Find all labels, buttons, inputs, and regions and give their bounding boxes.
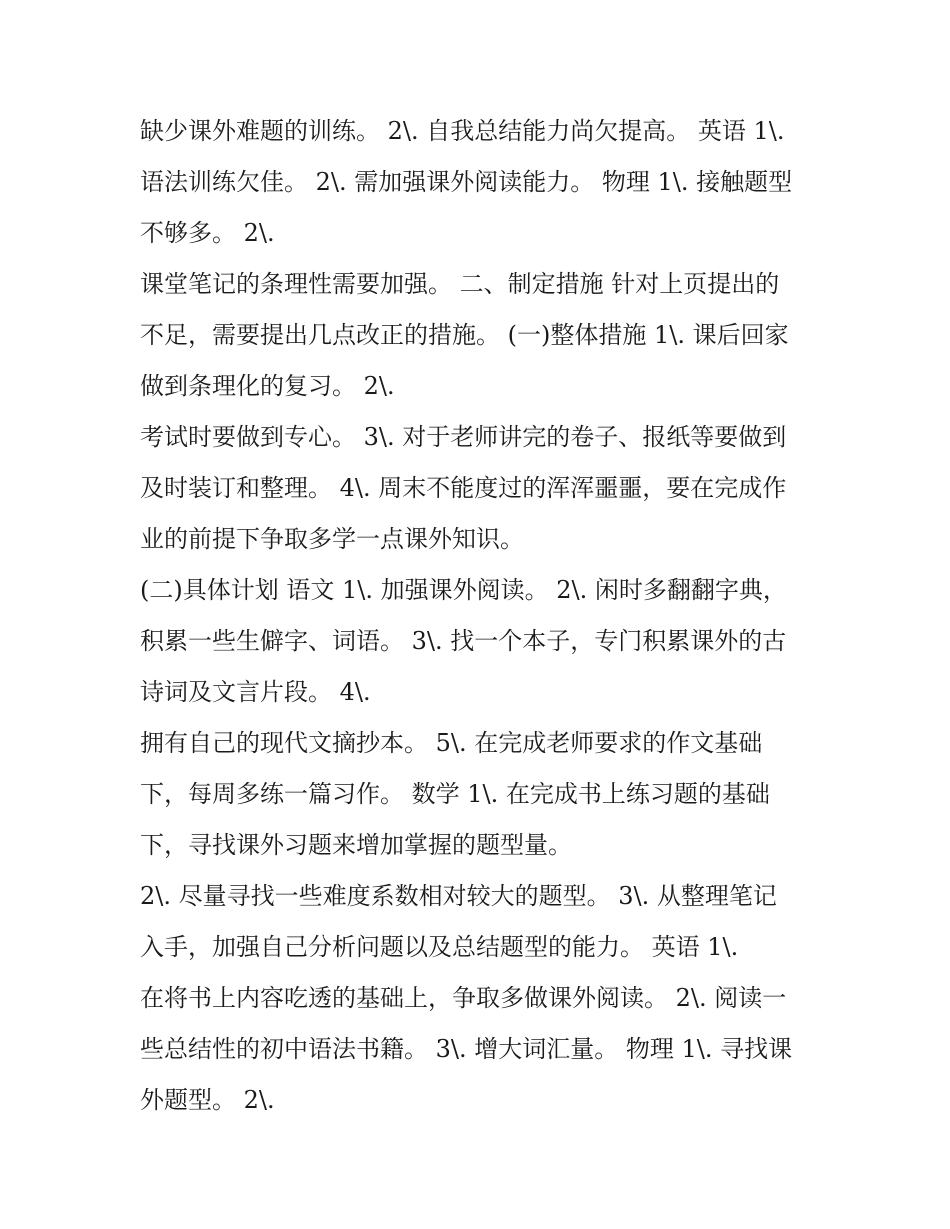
text-line: 下，每周多练一篇习作。 数学 1\. 在完成书上练习题的基础 <box>140 780 770 808</box>
text-line: 外题型。 2\. <box>140 1086 275 1114</box>
text-line: 些总结性的初中语法书籍。 3\. 增大词汇量。 物理 1\. 寻找课 <box>140 1035 793 1063</box>
text-line: 不够多。 2\. <box>140 219 275 247</box>
text-line: 拥有自己的现代文摘抄本。 5\. 在完成老师要求的作文基础 <box>140 729 763 757</box>
text-line: 及时装订和整理。 4\. 周末不能度过的浑浑噩噩，要在完成作 <box>140 474 787 502</box>
text-line: 不足，需要提出几点改正的措施。 (一)整体措施 1\. 课后回家 <box>140 321 789 349</box>
text-line: 诗词及文言片段。 4\. <box>140 678 371 706</box>
text-line: 在将书上内容吃透的基础上，争取多做课外阅读。 2\. 阅读一 <box>140 984 787 1012</box>
text-line: 入手，加强自己分析问题以及总结题型的能力。 英语 1\. <box>140 933 739 961</box>
text-line: 2\. 尽量寻找一些难度系数相对较大的题型。 3\. 从整理笔记 <box>140 882 777 910</box>
text-line: (二)具体计划 语文 1\. 加强课外阅读。 2\. 闲时多翻翻字典， <box>140 576 787 604</box>
text-line: 语法训练欠佳。 2\. 需加强课外阅读能力。 物理 1\. 接触题型 <box>140 168 793 196</box>
document-body <box>140 106 810 1126</box>
text-line: 积累一些生僻字、词语。 3\. 找一个本子，专门积累课外的古 <box>140 627 787 655</box>
text-line: 做到条理化的复习。 2\. <box>140 372 395 400</box>
text-line: 下，寻找课外习题来增加掌握的题型量。 <box>140 831 572 859</box>
text-line: 缺少课外难题的训练。 2\. 自我总结能力尚欠提高。 英语 1\. <box>140 117 785 145</box>
text-line: 课堂笔记的条理性需要加强。 二、制定措施 针对上页提出的 <box>140 270 780 298</box>
text-line: 考试时要做到专心。 3\. 对于老师讲完的卷子、报纸等要做到 <box>140 423 787 451</box>
text-line: 业的前提下争取多学一点课外知识。 <box>140 525 524 553</box>
